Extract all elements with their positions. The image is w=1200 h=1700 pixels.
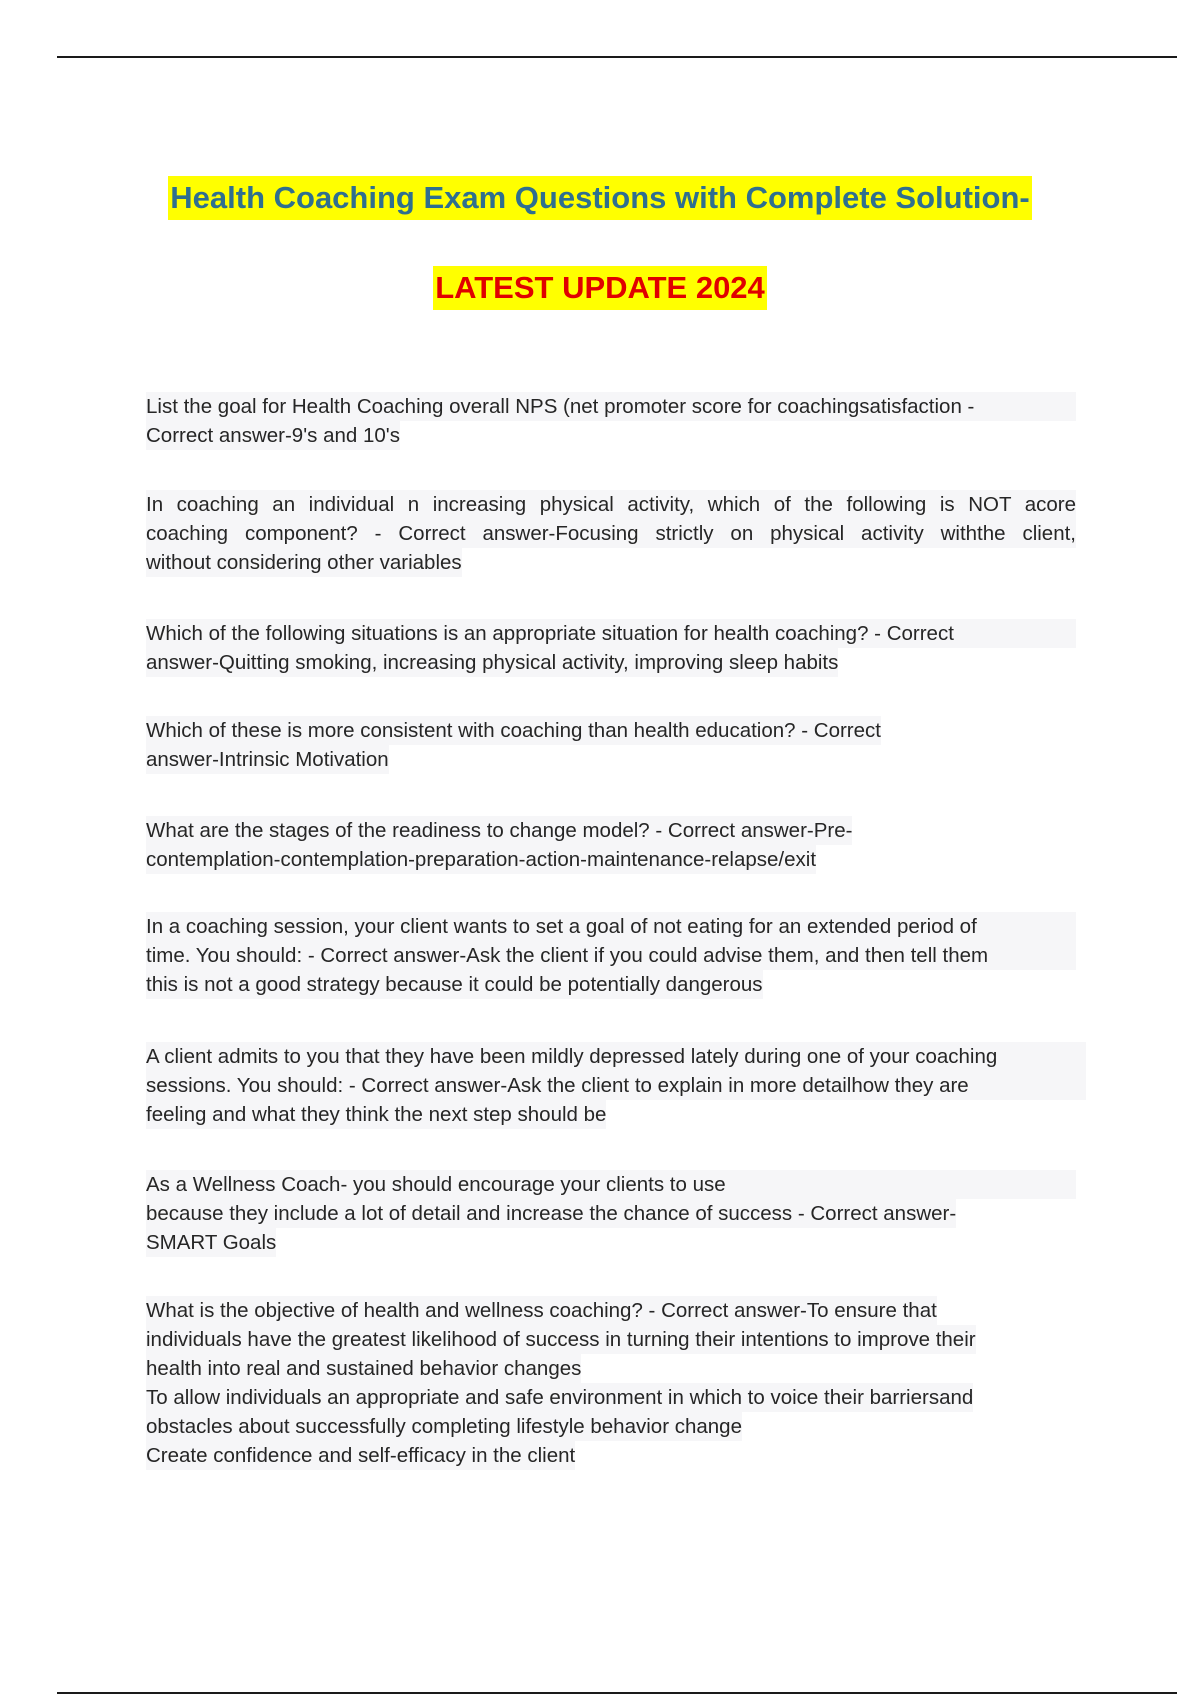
qa-line: SMART Goals [146, 1228, 276, 1257]
qa-entry [146, 816, 1076, 874]
title-row [0, 176, 1200, 220]
qa-line: answer-Quitting smoking, increasing physical activity, improving sleep habits [146, 648, 838, 677]
qa-line: contemplation-contemplation-preparation-action-maintenance-relapse/exit [146, 845, 816, 874]
qa-entry [146, 912, 1076, 999]
subtitle-row [0, 266, 1200, 310]
qa-line: time. You should: - Correct answer-Ask the client if you could advise them, and then tell them [146, 941, 1076, 970]
qa-line: Which of the following situations is an appropriate situation for health coaching? - Correct [146, 619, 1076, 648]
qa-line: Which of these is more consistent with coaching than health education? - Correct [146, 716, 881, 745]
qa-line: A client admits to you that they have been mildly depressed lately during one of your coaching [146, 1042, 1086, 1071]
qa-line: individuals have the greatest likelihood of success in turning their intentions to improve their [146, 1325, 976, 1354]
qa-entry [146, 1042, 1086, 1129]
qa-entry [146, 1170, 1076, 1257]
bottom-rule [57, 1692, 1177, 1694]
qa-entry [146, 490, 1076, 577]
qa-line: without considering other variables [146, 548, 462, 577]
qa-line: As a Wellness Coach- you should encourage your clients to use [146, 1170, 1076, 1199]
qa-line: Create confidence and self-efficacy in the client [146, 1441, 575, 1470]
top-rule [57, 56, 1177, 58]
document-title: Health Coaching Exam Questions with Complete Solution- [168, 176, 1031, 220]
qa-line: coaching component? - Correct answer-Focusing strictly on physical activity withthe client, [146, 519, 1076, 548]
qa-line: sessions. You should: - Correct answer-Ask the client to explain in more detailhow they are [146, 1071, 1086, 1100]
qa-line: Correct answer-9's and 10's [146, 421, 400, 450]
qa-line: What is the objective of health and wellness coaching? - Correct answer-To ensure that [146, 1296, 937, 1325]
qa-line: this is not a good strategy because it could be potentially dangerous [146, 970, 763, 999]
qa-entry [146, 619, 1076, 677]
qa-line: because they include a lot of detail and increase the chance of success - Correct answer- [146, 1199, 956, 1228]
qa-entry [146, 1296, 1076, 1470]
qa-line: feeling and what they think the next step should be [146, 1100, 606, 1129]
qa-line: In a coaching session, your client wants to set a goal of not eating for an extended period of [146, 912, 1076, 941]
qa-line: In coaching an individual n increasing physical activity, which of the following is NOT acore [146, 490, 1076, 519]
document-subtitle: LATEST UPDATE 2024 [433, 266, 767, 310]
qa-line: What are the stages of the readiness to change model? - Correct answer-Pre- [146, 816, 852, 845]
qa-line: List the goal for Health Coaching overall NPS (net promoter score for coachingsatisfaction - [146, 392, 1076, 421]
qa-entry [146, 392, 1076, 450]
qa-line: health into real and sustained behavior changes [146, 1354, 581, 1383]
qa-line: answer-Intrinsic Motivation [146, 745, 389, 774]
qa-line: obstacles about successfully completing lifestyle behavior change [146, 1412, 742, 1441]
qa-entry [146, 716, 1076, 774]
qa-line: To allow individuals an appropriate and safe environment in which to voice their barriersand [146, 1383, 973, 1412]
